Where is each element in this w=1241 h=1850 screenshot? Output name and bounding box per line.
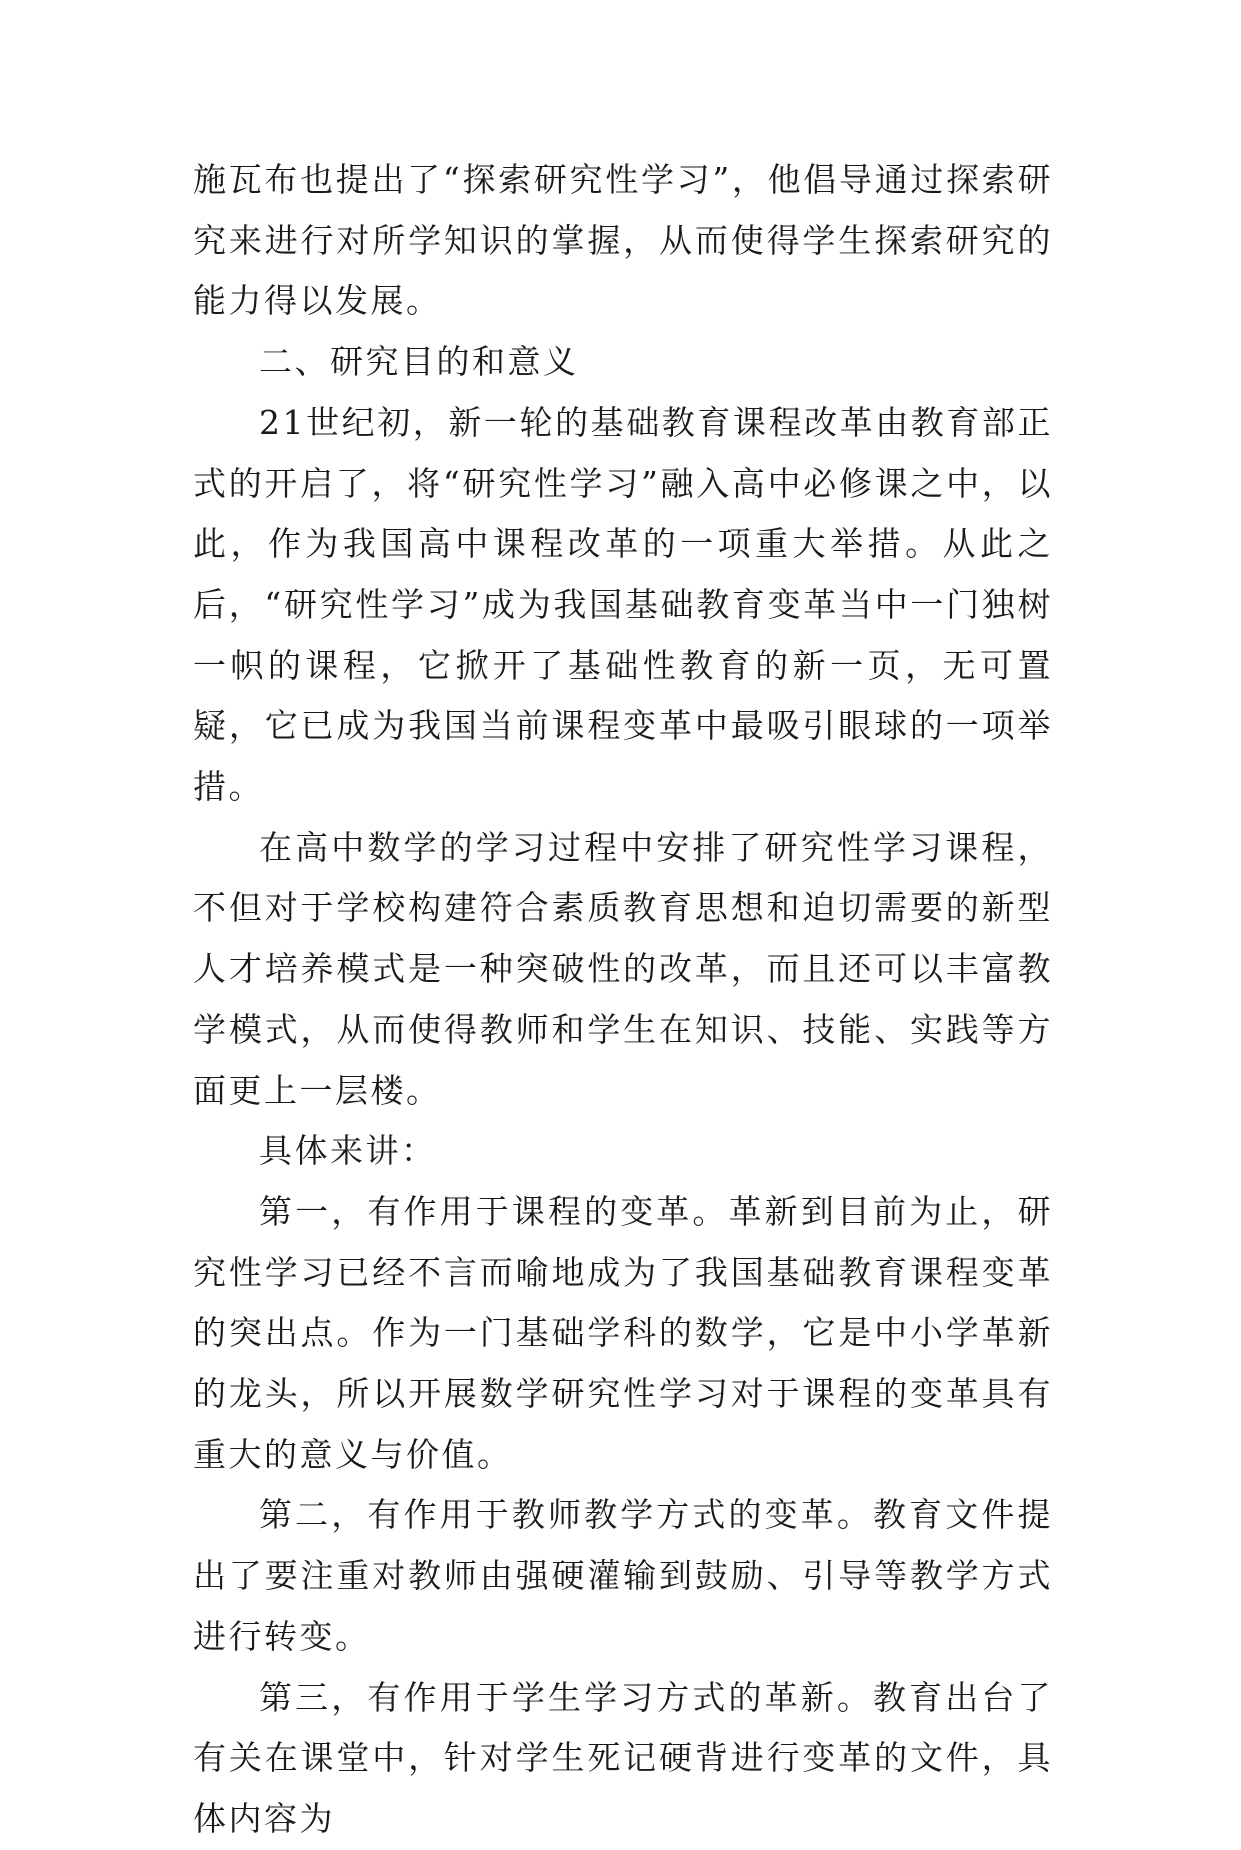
paragraph-curriculum-reform: 21世纪初，新一轮的基础教育课程改革由教育部正式的开启了，将“研究性学习”融入高中必修课之中，以此，作为我国高中课程改革的一项重大举措。从此之后，“研究性学习”成为我国基础教育变革当中一门独树一帜的课程，它掀开了基础性教育的新一页，无可置疑，它已成为我国当前课程变革中最吸引眼球的一项举措。 — [193, 402, 1053, 807]
paragraph-point-one: 第一，有作用于课程的变革。革新到目前为止，研究性学习已经不言而喻地成为了我国基础教育课程变革的突出点。作为一门基础学科的数学，它是中小学革新的龙头，所以开展数学研究性学习对于课程的变革具有重大的意义与价值。 — [193, 1191, 1053, 1474]
paragraph-point-three: 第三，有作用于学生学习方式的革新。教育出台了有关在课堂中，针对学生死记硬背进行变革的文件，具体内容为 — [193, 1677, 1053, 1838]
paragraph-point-two: 第二，有作用于教师教学方式的变革。教育文件提出了要注重对教师由强硬灌输到鼓励、引导等教学方式进行转变。 — [193, 1495, 1053, 1656]
paragraph-specifically: 具体来讲： — [259, 1131, 437, 1171]
paragraph-math-research-course: 在高中数学的学习过程中安排了研究性学习课程，不但对于学校构建符合素质教育思想和迫切需要的新型人才培养模式是一种突破性的改革，而且还可以丰富教学模式，从而使得教师和学生在知识、技能、实践等方面更上一层楼。 — [193, 827, 1053, 1110]
document-body — [193, 150, 1053, 1850]
paragraph-intro-continuation: 施瓦布也提出了“探索研究性学习”，他倡导通过探索研究来进行对所学知识的掌握，从而使得学生探索研究的能力得以发展。 — [193, 160, 1053, 321]
section-heading-purpose: 二、研究目的和意义 — [259, 342, 579, 382]
